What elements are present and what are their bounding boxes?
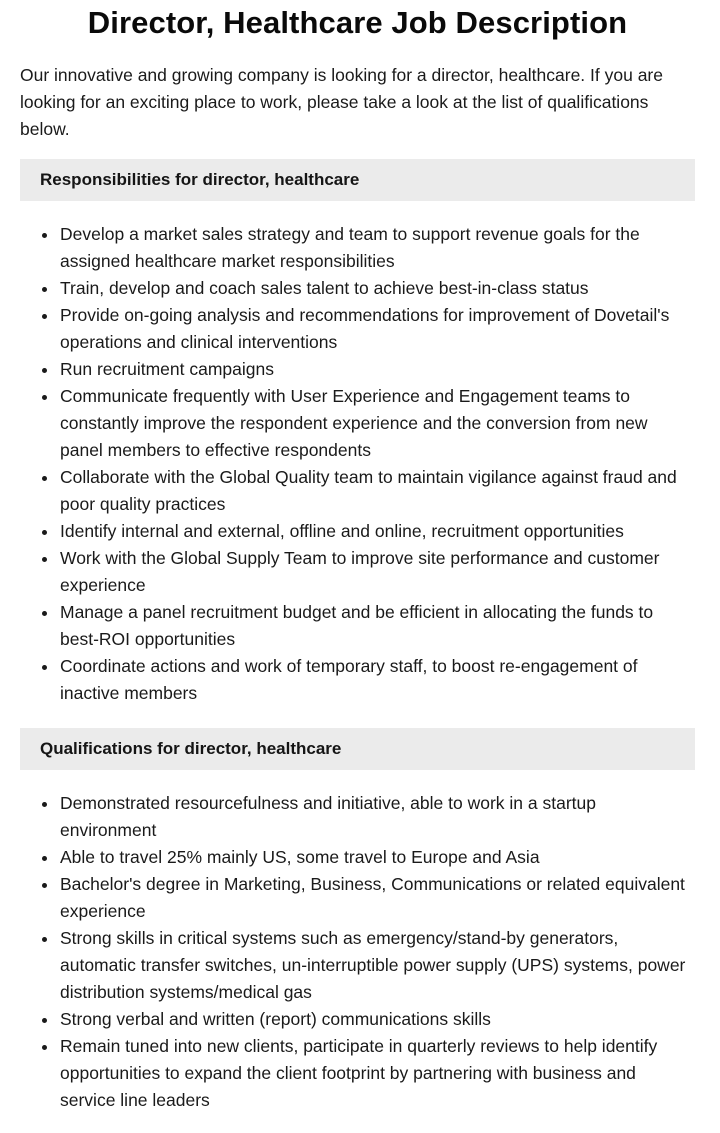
responsibilities-section — [20, 159, 695, 707]
list-item: Work with the Global Supply Team to improve site performance and customer experience — [60, 545, 695, 599]
page-title: Director, Healthcare Job Description — [87, 5, 628, 40]
list-item: Coordinate actions and work of temporary staff, to boost re-engagement of inactive members — [60, 653, 695, 707]
list-item: Identify internal and external, offline and online, recruitment opportunities — [60, 518, 695, 545]
list-item: Communicate frequently with User Experience and Engagement teams to constantly improve the respondent experience and the conversion from new panel members to effective respondents — [60, 383, 695, 464]
list-item: Run recruitment campaigns — [60, 356, 695, 383]
list-item: Strong skills in critical systems such as emergency/stand-by generators, automatic transfer switches, un-interruptible power supply (UPS) systems, power distribution systems/medical gas — [60, 925, 695, 1006]
responsibilities-list — [20, 221, 695, 707]
intro-paragraph: Our innovative and growing company is looking for a director, healthcare. If you are looking for an exciting place to work, please take a look at the list of qualifications below. — [20, 65, 663, 139]
list-item: Strong verbal and written (report) communications skills — [60, 1006, 695, 1033]
list-item: Remain tuned into new clients, participate in quarterly reviews to help identify opportunities to expand the client footprint by partnering with business and service line leaders — [60, 1033, 695, 1114]
list-item: Bachelor's degree in Marketing, Business, Communications or related equivalent experience — [60, 871, 695, 925]
qualifications-section — [20, 728, 695, 1114]
section-heading-responsibilities: Responsibilities for director, healthcare — [20, 159, 695, 201]
list-item: Demonstrated resourcefulness and initiative, able to work in a startup environment — [60, 790, 695, 844]
list-item: Provide on-going analysis and recommendations for improvement of Dovetail's operations and clinical interventions — [60, 302, 695, 356]
list-item: Manage a panel recruitment budget and be efficient in allocating the funds to best-ROI opportunities — [60, 599, 695, 653]
section-heading-qualifications: Qualifications for director, healthcare — [20, 728, 695, 770]
list-item: Train, develop and coach sales talent to achieve best-in-class status — [60, 275, 695, 302]
list-item: Able to travel 25% mainly US, some travel to Europe and Asia — [60, 844, 695, 871]
list-item: Develop a market sales strategy and team to support revenue goals for the assigned healthcare market responsibilities — [60, 221, 695, 275]
list-item: Collaborate with the Global Quality team to maintain vigilance against fraud and poor quality practices — [60, 464, 695, 518]
qualifications-list — [20, 790, 695, 1114]
